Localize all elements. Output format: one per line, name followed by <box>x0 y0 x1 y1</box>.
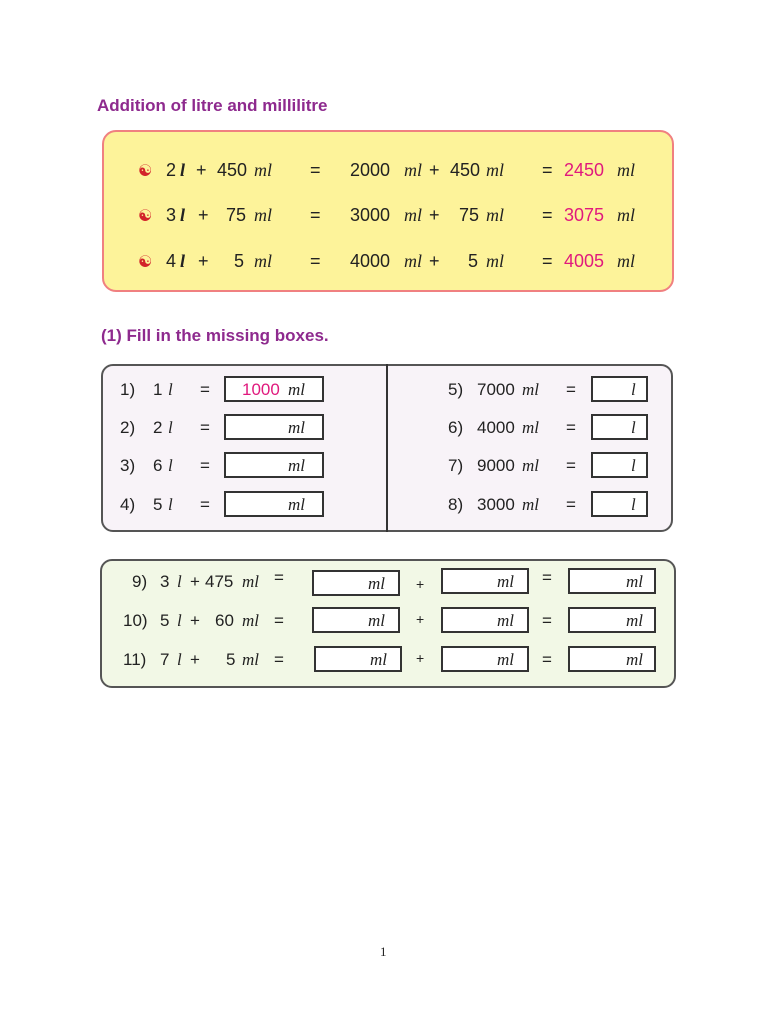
question-value: 4000 <box>477 418 515 437</box>
example-ml-unit: ml <box>254 251 272 271</box>
example-equals: = <box>310 160 321 180</box>
answer-unit: ml <box>288 456 305 475</box>
example-total: 4005 <box>564 251 605 271</box>
answer-unit: ml <box>288 380 305 399</box>
answer-box[interactable] <box>224 452 324 478</box>
example-total: 2450 <box>564 160 605 180</box>
answer-box[interactable] <box>314 646 402 672</box>
sum-question-row <box>112 568 662 598</box>
sum-equals: = <box>274 650 284 669</box>
answer-unit: ml <box>288 418 305 437</box>
question-row <box>448 491 658 521</box>
question-unit: ml <box>522 456 539 475</box>
example-ml-part: 450 <box>217 160 248 180</box>
sum-plus: + <box>190 572 200 591</box>
question-unit: ml <box>522 418 539 437</box>
question-unit: l <box>168 456 173 475</box>
sum-question-row <box>112 646 662 676</box>
example-ml-unit: ml <box>486 251 504 271</box>
question-row <box>120 414 330 444</box>
question-number: 1) <box>120 380 136 399</box>
example-ml-unit: ml <box>254 205 272 225</box>
example-ml-part: 450 <box>450 160 481 180</box>
sum-equals: = <box>542 611 552 630</box>
example-plus: + <box>196 160 207 180</box>
question-number: 9) <box>132 572 148 591</box>
question-unit: ml <box>522 495 539 514</box>
question-number: 10) <box>123 611 148 630</box>
sum-l-unit: l <box>177 650 182 669</box>
question-equals: = <box>566 495 576 514</box>
question-value: 5 <box>153 495 163 514</box>
question-row <box>120 491 330 521</box>
example-ml-conv: 2000 <box>350 160 391 180</box>
example-equals: = <box>310 251 321 271</box>
question-value: 3000 <box>477 495 515 514</box>
example-plus: + <box>198 251 209 271</box>
sum-litres: 7 <box>160 650 170 669</box>
question-number: 6) <box>448 418 464 437</box>
column-divider <box>386 364 388 532</box>
sum-ml-unit: ml <box>242 572 259 591</box>
example-ml-conv: 4000 <box>350 251 391 271</box>
question-value: 1 <box>153 380 163 399</box>
example-ml-unit: ml <box>486 160 504 180</box>
example-ml-unit: ml <box>617 205 635 225</box>
example-ml-unit: ml <box>404 160 422 180</box>
sum-equals: = <box>274 568 284 587</box>
example-litres: 2 <box>166 160 177 180</box>
example-litres: 4 <box>166 251 177 271</box>
question-equals: = <box>200 418 210 437</box>
example-ml-unit: ml <box>404 251 422 271</box>
example-row <box>104 205 672 233</box>
yin-yang-icon: ☯ <box>138 254 153 271</box>
example-ml-part: 75 <box>459 205 480 225</box>
sum-equals: = <box>542 568 552 587</box>
answer-unit: ml <box>626 611 643 630</box>
example-ml-unit: ml <box>486 205 504 225</box>
example-ml-part: 75 <box>226 205 247 225</box>
question-unit: l <box>168 418 173 437</box>
question-number: 7) <box>448 456 464 475</box>
sum-plus: + <box>190 650 200 669</box>
answer-box[interactable] <box>441 646 529 672</box>
example-ml-part: 5 <box>234 251 245 271</box>
question-equals: = <box>566 418 576 437</box>
question-unit: l <box>168 380 173 399</box>
answer-box[interactable] <box>568 646 656 672</box>
answer-value: 1000 <box>242 380 280 399</box>
question-value: 2 <box>153 418 163 437</box>
answer-box[interactable] <box>591 414 648 440</box>
answer-unit: ml <box>497 572 514 591</box>
sum-plus: + <box>190 611 200 630</box>
example-row <box>104 251 672 279</box>
page-title: Addition of litre and millilitre <box>97 96 328 115</box>
section-heading: (1) Fill in the missing boxes. <box>101 326 329 345</box>
example-ml-part: 5 <box>468 251 479 271</box>
example-l-unit: l <box>180 251 186 271</box>
answer-box[interactable] <box>591 376 648 402</box>
sum-ml-value: 60 <box>215 611 234 630</box>
sum-equals: = <box>542 650 552 669</box>
example-ml-unit: ml <box>254 160 272 180</box>
answer-box[interactable] <box>591 491 648 517</box>
answer-box[interactable] <box>224 491 324 517</box>
example-box <box>102 130 674 292</box>
example-plus: + <box>429 251 440 271</box>
question-equals: = <box>566 380 576 399</box>
question-row <box>120 376 330 406</box>
question-row <box>448 452 658 482</box>
page-number: 1 <box>380 944 387 959</box>
example-equals: = <box>542 205 553 225</box>
question-number: 8) <box>448 495 464 514</box>
example-equals: = <box>542 160 553 180</box>
example-equals: = <box>310 205 321 225</box>
question-row <box>448 414 658 444</box>
question-equals: = <box>200 495 210 514</box>
answer-unit: l <box>631 418 636 437</box>
question-number: 11) <box>123 650 147 669</box>
question-equals: = <box>200 456 210 475</box>
answer-unit: l <box>631 456 636 475</box>
answer-unit: l <box>631 495 636 514</box>
sum-plus: + <box>416 650 425 666</box>
sum-plus: + <box>416 576 425 592</box>
answer-unit: ml <box>288 495 305 514</box>
sum-question-row <box>112 607 662 637</box>
example-plus: + <box>429 160 440 180</box>
question-value: 7000 <box>477 380 515 399</box>
answer-box[interactable] <box>568 568 656 594</box>
example-l-unit: l <box>180 205 186 225</box>
answer-box[interactable] <box>312 607 400 633</box>
answer-box[interactable] <box>441 568 529 594</box>
example-litres: 3 <box>166 205 177 225</box>
example-ml-conv: 3000 <box>350 205 391 225</box>
sum-l-unit: l <box>177 572 182 591</box>
answer-unit: ml <box>497 611 514 630</box>
answer-box[interactable] <box>591 452 648 478</box>
question-number: 5) <box>448 380 464 399</box>
answer-box[interactable] <box>224 376 324 402</box>
answer-unit: ml <box>626 572 643 591</box>
answer-unit: ml <box>370 650 387 669</box>
question-unit: l <box>168 495 173 514</box>
question-equals: = <box>566 456 576 475</box>
question-unit: ml <box>522 380 539 399</box>
example-plus: + <box>429 205 440 225</box>
sum-ml-unit: ml <box>242 650 259 669</box>
answer-box[interactable] <box>312 570 400 596</box>
yin-yang-icon: ☯ <box>138 208 153 225</box>
example-l-unit: l <box>180 160 186 180</box>
sum-ml-unit: ml <box>242 611 259 630</box>
sum-litres: 5 <box>160 611 170 630</box>
answer-box[interactable] <box>441 607 529 633</box>
sum-litres: 3 <box>160 572 170 591</box>
question-number: 3) <box>120 456 136 475</box>
question-row <box>448 376 658 406</box>
question-number: 2) <box>120 418 136 437</box>
question-value: 6 <box>153 456 163 475</box>
answer-unit: ml <box>368 611 385 630</box>
yin-yang-icon: ☯ <box>138 163 153 180</box>
example-total: 3075 <box>564 205 605 225</box>
example-ml-unit: ml <box>617 160 635 180</box>
sum-plus: + <box>416 611 425 627</box>
answer-unit: ml <box>497 650 514 669</box>
answer-unit: l <box>631 380 636 399</box>
sum-equals: = <box>274 611 284 630</box>
sum-ml-value: 475 <box>205 572 234 591</box>
question-equals: = <box>200 380 210 399</box>
example-ml-unit: ml <box>404 205 422 225</box>
answer-unit: ml <box>626 650 643 669</box>
example-plus: + <box>198 205 209 225</box>
sum-ml-value: 5 <box>226 650 236 669</box>
sum-l-unit: l <box>177 611 182 630</box>
example-row <box>104 160 672 188</box>
example-equals: = <box>542 251 553 271</box>
question-number: 4) <box>120 495 136 514</box>
example-ml-unit: ml <box>617 251 635 271</box>
question-row <box>120 452 330 482</box>
question-value: 9000 <box>477 456 515 475</box>
answer-box[interactable] <box>568 607 656 633</box>
answer-unit: ml <box>368 574 385 593</box>
answer-box[interactable] <box>224 414 324 440</box>
